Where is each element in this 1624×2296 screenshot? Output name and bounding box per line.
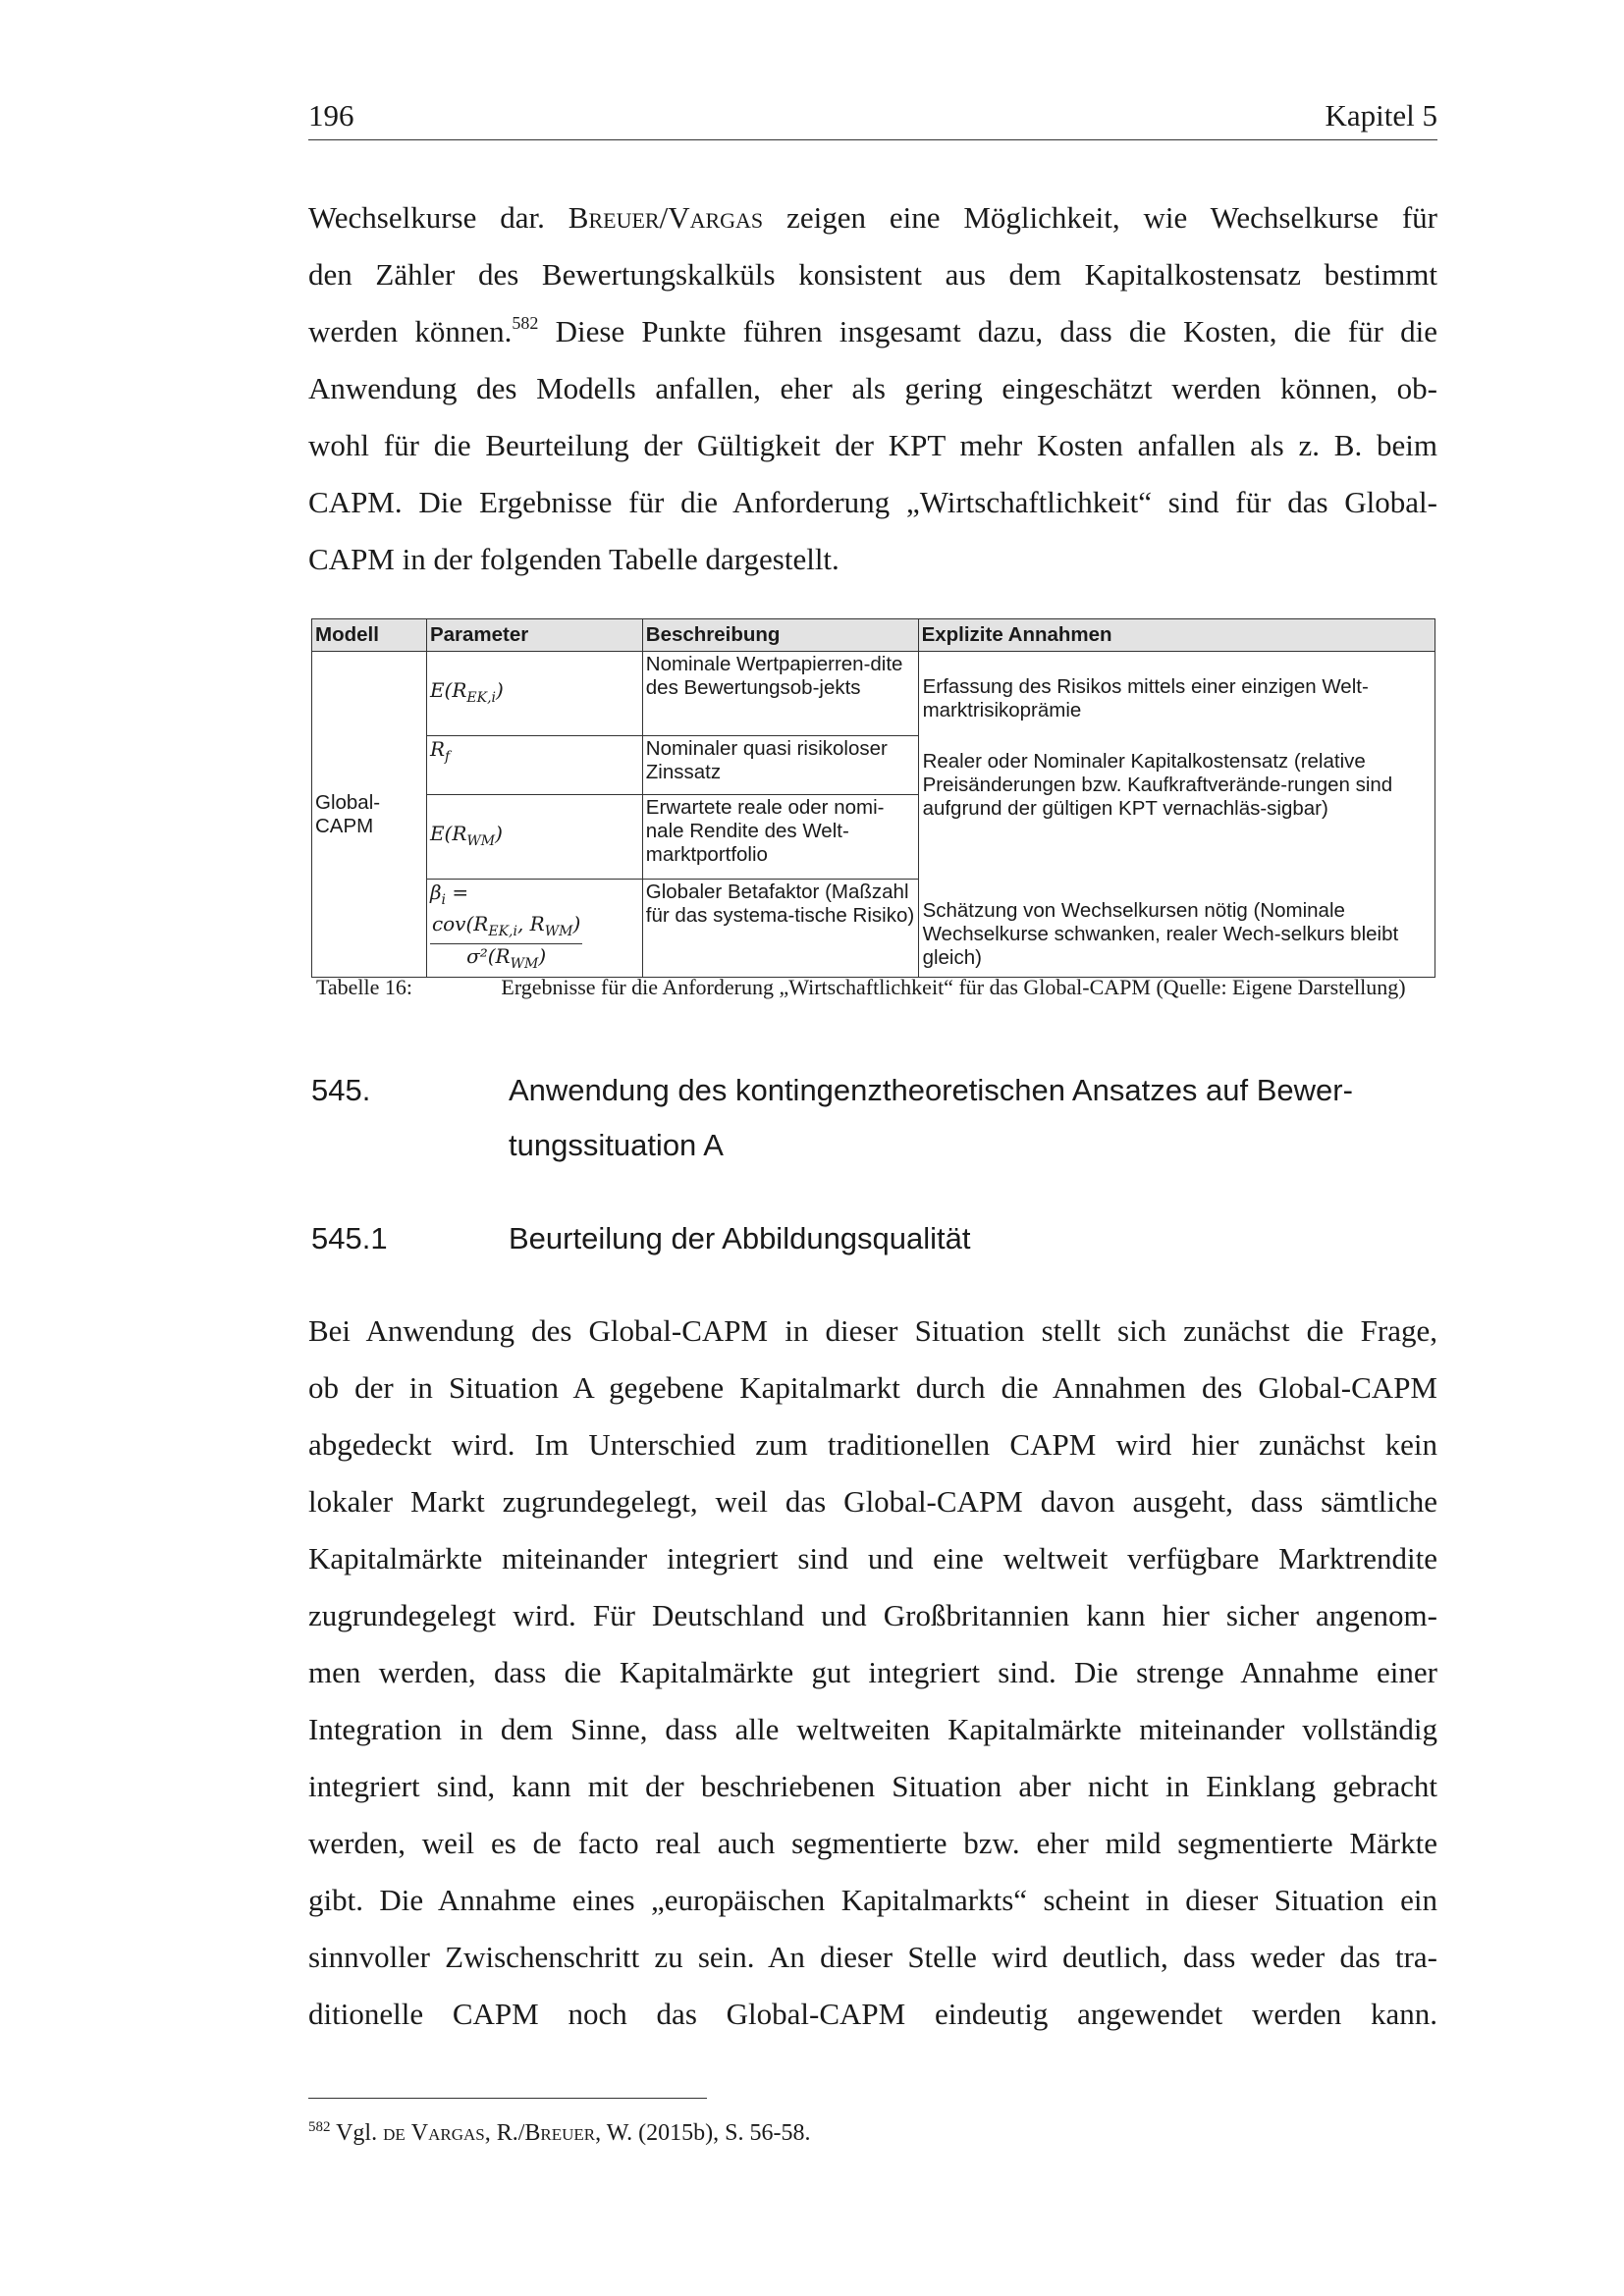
para2-line: ob der in Situation A gegebene Kapitalmarkt durch die Annahmen des Global-CAPM <box>308 1370 1437 1405</box>
chapter-title: Kapitel 5 <box>1325 98 1437 133</box>
para2-line: abgedeckt wird. Im Unterschied zum traditionellen CAPM wird hier zunächst kein <box>308 1427 1437 1462</box>
assumption-1: Erfassung des Risikos mittels einer einzigen Welt-marktrisikoprämie <box>922 675 1369 721</box>
model-cell: Global-CAPM <box>312 652 427 978</box>
para2-line: Bei Anwendung des Global-CAPM in dieser Situation stellt sich zunächst die Frage, <box>308 1313 1437 1348</box>
author-vargas: Vargas <box>668 200 764 235</box>
section-number-545-1: 545.1 <box>311 1221 388 1255</box>
para2-line: Integration in dem Sinne, dass alle weltweiten Kapitalmärkte miteinander vollständig <box>308 1712 1437 1746</box>
para2-line: ditionelle CAPM noch das Global-CAPM eindeutig angewendet werden kann. <box>308 1997 1437 2031</box>
col-header-annahmen: Explizite Annahmen <box>918 619 1435 652</box>
footnote-ref: 582 <box>512 313 539 333</box>
section-title-545-1: Beurteilung der Abbildungsqualität <box>509 1221 971 1255</box>
para2-line: sinnvoller Zwischenschritt zu sein. An dieser Stelle wird deutlich, dass weder das tra- <box>308 1940 1437 1974</box>
section-title-545: Anwendung des kontingenztheoretischen Ansatzes auf Bewer- tungssituation A <box>509 1073 1353 1162</box>
footnote-582: $^{582}$ Vgl. de Vargas, R./Breuer, W. (2015b), S. 56-58. <box>308 2119 811 2146</box>
desc-cell: Globaler Betafaktor (Maßzahl für das systema-tische Risiko) <box>642 880 918 978</box>
param-cell <box>426 652 642 736</box>
para1-line: Wechselkurse dar. Breuer/Vargas zeigen eine Möglichkeit, wie Wechselkurse für <box>308 200 1438 235</box>
assumptions-cell <box>918 652 1435 978</box>
para2-line: werden, weil es de facto real auch segmentierte bzw. eher mild segmentierte Märkte <box>308 1826 1437 1860</box>
col-header-modell: Modell <box>312 619 427 652</box>
param-formula: $E(R_{WM})$ <box>429 821 503 849</box>
beta-formula: $\beta_i$ = $cov(R_{EK,i}$, $R_{WM}$) $\sigma^2(R_{WM})$ <box>429 881 581 972</box>
para1-line: Anwendung des Modells anfallen, eher als gering eingeschätzt werden können, ob- <box>308 371 1437 405</box>
para1-line: werden können.$^{582}$ Diese Punkte führen insgesamt dazu, dass die Kosten, die für die <box>308 313 1437 348</box>
results-table <box>311 618 1435 978</box>
footnote-separator <box>308 2098 707 2099</box>
desc-cell: Nominale Wertpapierren-dite des Bewertungsob-jekts <box>642 652 918 736</box>
col-header-beschreibung: Beschreibung <box>642 619 918 652</box>
col-header-parameter: Parameter <box>426 619 642 652</box>
page-number: 196 <box>308 98 354 133</box>
para1-line: CAPM in der folgenden Tabelle dargestellt. <box>308 542 839 576</box>
para2-line: gibt. Die Annahme eines „europäischen Kapitalmarkts“ scheint in dieser Situation ein <box>308 1883 1437 1917</box>
para2-line: Kapitalmärkte miteinander integriert sind und eine weltweit verfügbare Marktrendite <box>308 1541 1437 1575</box>
desc-cell: Nominaler quasi risikoloser Zinssatz <box>642 736 918 795</box>
caption-text: Ergebnisse für die Anforderung „Wirtschaftlichkeit“ für das Global-CAPM (Quelle: Eigene Darstellung) <box>501 975 1406 999</box>
caption-label: Tabelle 16: <box>316 975 413 999</box>
paragraph-1 <box>308 189 1437 588</box>
table-row <box>312 652 1435 736</box>
section-number-545: 545. <box>311 1073 371 1107</box>
para2-line: integriert sind, kann mit der beschriebenen Situation aber nicht in Einklang gebracht <box>308 1769 1437 1803</box>
author-breuer: Breuer <box>568 200 660 235</box>
para2-line: lokaler Markt zugrundegelegt, weil das Global-CAPM davon ausgeht, dass sämtliche <box>308 1484 1437 1519</box>
param-cell <box>426 880 642 978</box>
assumption-3: Schätzung von Wechselkursen nötig (Nominale Wechselkurse schwanken, realer Wech-selkurs bleibt gleich) <box>922 899 1399 969</box>
para1-line: den Zähler des Bewertungskalküls konsistent aus dem Kapitalkostensatz bestimmt <box>308 257 1437 292</box>
running-header <box>308 94 1437 140</box>
para1-line: CAPM. Die Ergebnisse für die Anforderung „Wirtschaftlichkeit“ sind für das Global- <box>308 485 1437 519</box>
paragraph-2 <box>308 1303 1437 2043</box>
footnote-number: 582 <box>308 2119 331 2135</box>
para2-line: zugrundegelegt wird. Für Deutschland und Großbritannien kann hier sicher angenom- <box>308 1598 1437 1632</box>
param-formula: $R_f$ <box>429 737 451 765</box>
table-header-row <box>312 619 1435 652</box>
para2-line: men werden, dass die Kapitalmärkte gut integriert sind. Die strenge Annahme einer <box>308 1655 1437 1689</box>
assumption-2: Realer oder Nominaler Kapitalkostensatz (relative Preisänderungen bzw. Kaufkraftverände-rungen sind aufgrund der gültigen KPT vernachläs-sigbar) <box>922 750 1393 820</box>
para1-line: wohl für die Beurteilung der Gültigkeit der KPT mehr Kosten anfallen als z. B. beim <box>308 428 1437 462</box>
param-formula: $E(R_{EK,i})$ <box>429 677 504 706</box>
param-cell <box>426 795 642 880</box>
param-cell <box>426 736 642 795</box>
desc-cell: Erwartete reale oder nomi-nale Rendite des Welt-marktportfolio <box>642 795 918 880</box>
